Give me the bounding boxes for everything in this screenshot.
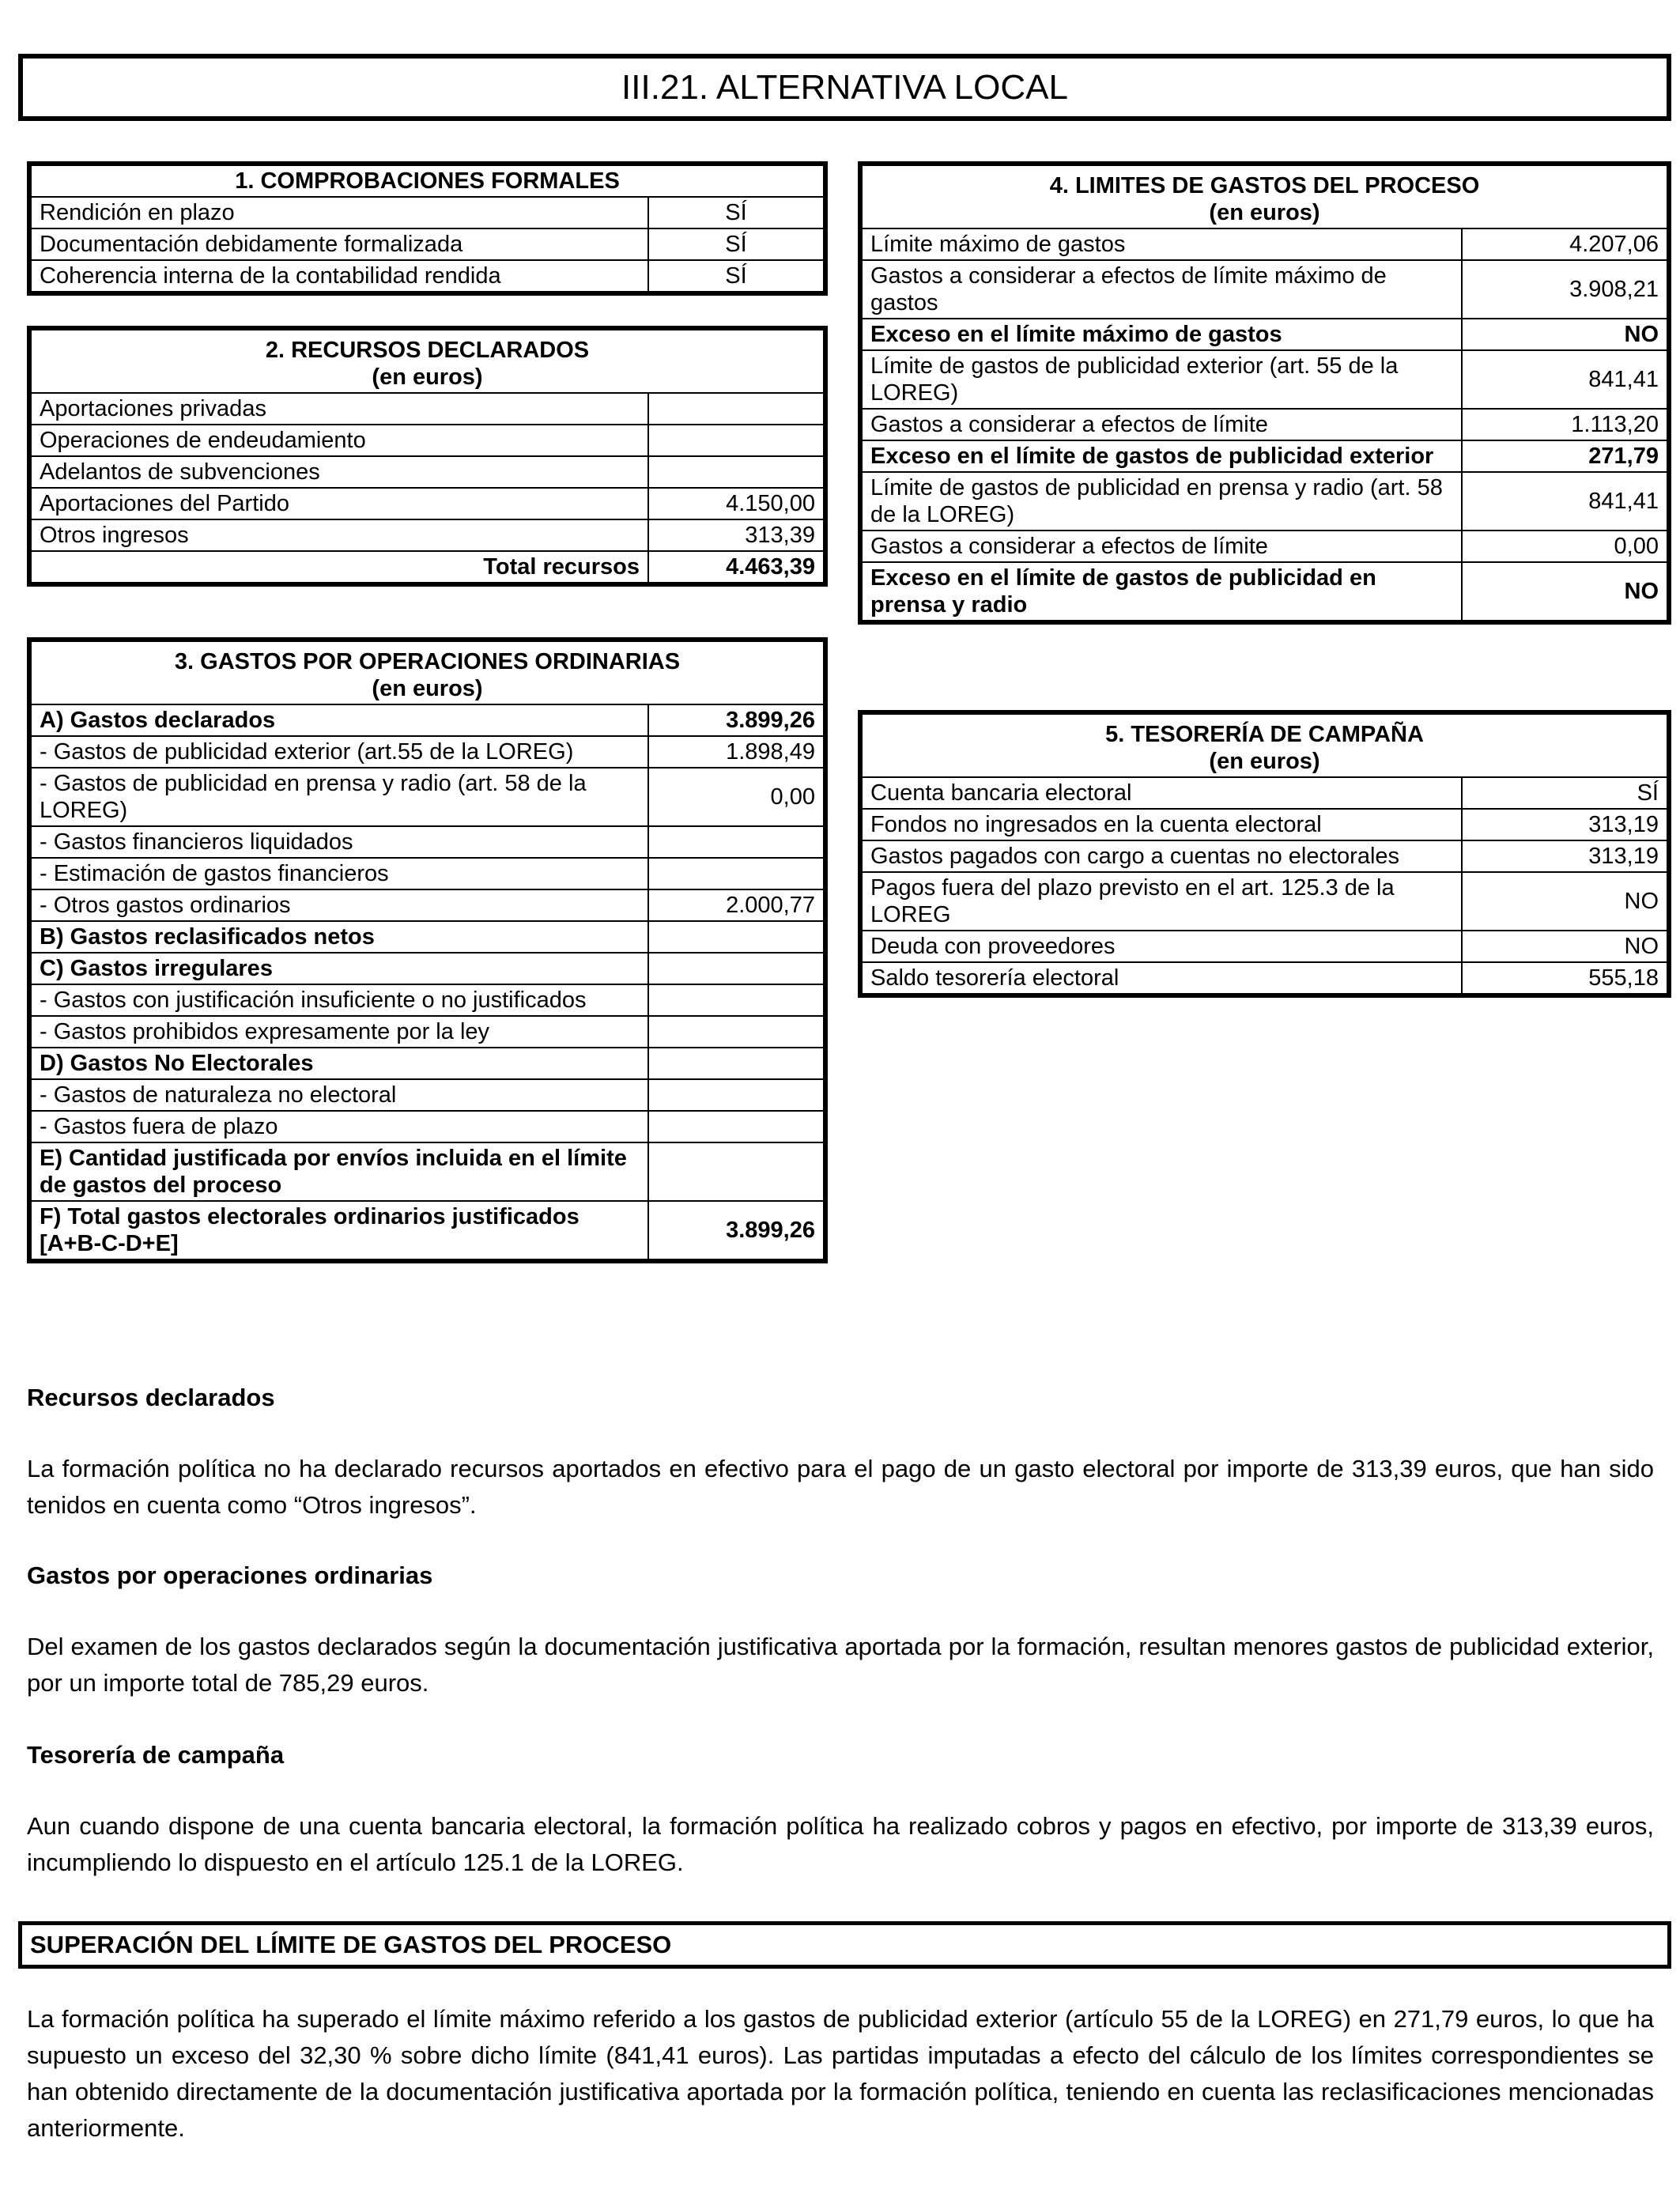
table-heading: 4. LIMITES DE GASTOS DEL PROCESO: [1049, 173, 1480, 198]
table-row: - Gastos prohibidos expresamente por la ley: [32, 1016, 823, 1048]
table-comprobaciones-formales: [27, 161, 828, 296]
total-row: Total recursos 4.463,39: [32, 551, 823, 582]
table-row: - Estimación de gastos financieros: [32, 858, 823, 889]
table-heading: 2. RECURSOS DECLARADOS: [265, 338, 590, 363]
table-row: Saldo tesorería electoral 555,18: [863, 962, 1667, 993]
table-row: E) Cantidad justificada por envíos incluida en el límite de gastos del proceso: [32, 1142, 823, 1201]
table-row: A) Gastos declarados 3.899,26: [32, 704, 823, 736]
table-row: B) Gastos reclasificados netos: [32, 921, 823, 953]
table-row: - Gastos financieros liquidados: [32, 826, 823, 858]
section-heading-gastos: Gastos por operaciones ordinarias: [27, 1561, 433, 1589]
table-subheading: (en euros): [1209, 200, 1320, 225]
table-row: Fondos no ingresados en la cuenta electoral 313,19: [863, 809, 1667, 840]
paragraph-superacion: La formación política ha superado el límite máximo referido a los gastos de publicidad exterior (artículo 55 de la LOREG) en 271,79 euros, lo que ha supuesto un exceso del 32,30 % sobre dicho límite (841,41 euros). Las partidas imputadas a efecto del cálculo de los límites correspondientes se han obtenido directamente de la documentación justificativa aportada por la formación política, teniendo en cuenta las reclasificaciones mencionadas anteriormente.: [27, 2005, 1654, 2142]
table-heading: 1. COMPROBACIONES FORMALES: [32, 166, 823, 197]
table-row: - Gastos fuera de plazo: [32, 1111, 823, 1142]
table-row: Exceso en el límite máximo de gastos NO: [863, 319, 1667, 350]
table-row: - Gastos con justificación insuficiente o no justificados: [32, 984, 823, 1016]
section-heading-superacion: SUPERACIÓN DEL LÍMITE DE GASTOS DEL PROCESO: [18, 1921, 1671, 1969]
table-row: Rendición en plazo SÍ: [32, 197, 823, 228]
table-subheading: (en euros): [372, 676, 483, 701]
table-row: - Gastos de publicidad exterior (art.55 de la LOREG) 1.898,49: [32, 736, 823, 768]
table-row: Límite de gastos de publicidad exterior (art. 55 de la LOREG) 841,41: [863, 350, 1667, 409]
paragraph-recursos: La formación política no ha declarado recursos aportados en efectivo para el pago de un gasto electoral por importe de 313,39 euros, que han sido tenidos en cuenta como “Otros ingresos”.: [27, 1455, 1654, 1519]
section-heading-recursos: Recursos declarados: [27, 1384, 275, 1411]
table-row: Exceso en el límite de gastos de publicidad exterior 271,79: [863, 440, 1667, 472]
table-row: Documentación debidamente formalizada SÍ: [32, 228, 823, 260]
table-row: Límite de gastos de publicidad en prensa y radio (art. 58 de la LOREG) 841,41: [863, 472, 1667, 531]
table-row: Aportaciones privadas: [32, 393, 823, 425]
table-heading: 3. GASTOS POR OPERACIONES ORDINARIAS: [174, 649, 681, 674]
table-row: Otros ingresos 313,39: [32, 519, 823, 551]
table-row: Adelantos de subvenciones: [32, 456, 823, 488]
table-row: Pagos fuera del plazo previsto en el art. 125.3 de la LOREG NO: [863, 872, 1667, 931]
table-gastos-operaciones-ordinarias: [27, 637, 828, 1263]
page-title: III.21. ALTERNATIVA LOCAL: [18, 54, 1671, 121]
table-row: D) Gastos No Electorales: [32, 1048, 823, 1079]
table-row: Límite máximo de gastos 4.207,06: [863, 228, 1667, 260]
paragraph-gastos: Del examen de los gastos declarados según la documentación justificativa aportada por la formación, resultan menores gastos de publicidad exterior, por un importe total de 785,29 euros.: [27, 1633, 1654, 1697]
table-row: Cuenta bancaria electoral SÍ: [863, 777, 1667, 809]
paragraph-tesoreria: Aun cuando dispone de una cuenta bancaria electoral, la formación política ha realizado cobros y pagos en efectivo, por importe de 313,39 euros, incumpliendo lo dispuesto en el artículo 125.1 de la LOREG.: [27, 1812, 1654, 1876]
table-row: - Gastos de publicidad en prensa y radio (art. 58 de la LOREG) 0,00: [32, 768, 823, 826]
table-subheading: (en euros): [1209, 749, 1320, 774]
table-heading: 5. TESORERÍA DE CAMPAÑA: [1105, 722, 1424, 747]
table-row: Deuda con proveedores NO: [863, 931, 1667, 962]
table-row: - Gastos de naturaleza no electoral: [32, 1079, 823, 1111]
table-row: Operaciones de endeudamiento: [32, 425, 823, 456]
table-tesoreria-campana: [858, 710, 1671, 998]
table-row: Gastos a considerar a efectos de límite máximo de gastos 3.908,21: [863, 260, 1667, 319]
section-heading-tesoreria: Tesorería de campaña: [27, 1741, 285, 1769]
table-row: Gastos a considerar a efectos de límite 1.113,20: [863, 409, 1667, 440]
table-row: Gastos a considerar a efectos de límite 0,00: [863, 531, 1667, 562]
table-row: Coherencia interna de la contabilidad rendida SÍ: [32, 260, 823, 291]
table-row: F) Total gastos electorales ordinarios justificados [A+B-C-D+E] 3.899,26: [32, 1201, 823, 1259]
table-row: Exceso en el límite de gastos de publicidad en prensa y radio NO: [863, 562, 1667, 620]
table-limites-gastos: [858, 161, 1671, 625]
table-recursos-declarados: [27, 326, 828, 587]
table-row: Gastos pagados con cargo a cuentas no electorales 313,19: [863, 840, 1667, 872]
table-row: C) Gastos irregulares: [32, 953, 823, 984]
table-row: - Otros gastos ordinarios 2.000,77: [32, 889, 823, 921]
table-subheading: (en euros): [372, 364, 483, 390]
table-row: Aportaciones del Partido 4.150,00: [32, 488, 823, 519]
